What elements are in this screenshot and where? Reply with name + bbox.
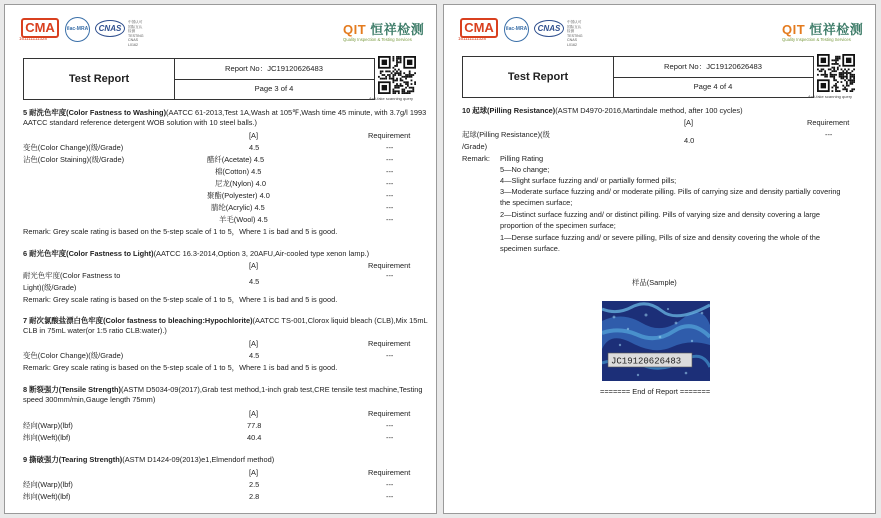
ilac-mra-logo: ilac-MRA (65, 17, 90, 42)
s5-row-label: 变色(Color Change)(级/Grade) (23, 143, 124, 152)
section-5-heading: 5 耐洗色牢度(Color Fastness to Washing)(AATCC 61-2013,Test 1A,Wash at 105℉,Wash time 45 minute, with 3.7g/l 1993 AATCC standard reference detergent WOB solution with 10 steel balls.) (23, 108, 427, 127)
remark: Remark: Grey scale rating is based on the 5-step scale of 1 to 5，Where 1 is bad and 5 is good. (23, 363, 338, 372)
pilling-rating-line: 3—Moderate surface fuzzing and/ or moderate pilling. Pills of carrying size and density partially covering (500, 187, 841, 196)
section-7-heading: 7 耐次氯酸盐漂白色牢度(Color fastness to bleaching:Hypochlorite)(AATCC TS-001,Clorox liquid bleach (CLB),Mix 15mL CLB in 75mL water(or 1:5 ratio CLB:water).) (23, 316, 428, 335)
section-6-heading: 6 耐光色牢度(Color Fastness to Light)(AATCC 16.3-2014,Option 3, 20AFU,Air-cooled type xenon lamp.) (23, 249, 370, 258)
svg-text:JC19120626483: JC19120626483 (611, 356, 682, 367)
pilling-rating-line: 1—Dense surface fuzzing and/ or severe pilling, Pills of size and density covering the whole of the (500, 233, 821, 242)
ilac-mra-logo: ilac-MRA (504, 17, 529, 42)
report-title: Test Report (24, 59, 175, 99)
pilling-rating-line: specimen surface. (500, 244, 560, 253)
cnas-logo: CNAS 中国认可 国际互认 检测 TESTING CNAS L0162 (95, 20, 125, 37)
cma-logo: CMA 161111111328 (458, 17, 498, 41)
qr-code (817, 54, 855, 92)
report-header-table (23, 58, 375, 100)
report-page-4: CMA 161111111328 ilac-MRA CNAS 中国认可 国际互认 检测 TESTING CNAS L0162 QIT 恒祥检测 Quality Inspection & Testing Services Test Report Report No：JC19120626483 Page 4 of 4 Anti-fake scanning query 10 起球(Pilling Resistance)(ASTM D4970-2016,Martindale method, after 100 cycles) [A] Requirement 起球(Pilling Resistance)(级 --- 4.0 /Grade) Remark: Pilling Rating 5—No change; 4—Slight surface fuzzing and/ or partially formed pills; 3—Moderate surface fuzzing and/ or moderate pilling. Pills of carrying size and density partially covering the specimen surface; 2—Distinct surface fuzzing and/ or distinct pilling. Pills of varying size and density covering a large proportion of the specimen surface; 1—Dense surface fuzzing and/ or severe pilling, Pills of size and density covering the whole of the specimen surface. 样品(Sample) JC19120626483 ======= End of Report ======= (443, 4, 876, 514)
pilling-rating-line: 4—Slight surface fuzzing and/ or partially formed pills; (500, 176, 677, 185)
section-8-heading: 8 断裂强力(Tensile Strength)(ASTM D5034-09(2017),Grab test method,1-inch grab test,CRE tensile test machine,Testing speed 300mm/min,Gauge length 75mm) (23, 385, 423, 404)
section-9-heading: 9 撕破强力(Tearing Strength)(ASTM D1424-09(2013)e1,Elmendorf method) (23, 455, 275, 464)
qr-code (378, 56, 416, 94)
pilling-rating-line: the specimen surface; (500, 198, 573, 207)
pilling-rating-line: 2—Distinct surface fuzzing and/ or distinct pilling. Pills of varying size and density covering a large (500, 210, 821, 219)
end-of-report: ======= End of Report ======= (600, 387, 711, 396)
report-number: Report No：JC19120626483 (613, 57, 813, 78)
qit-logo: QIT 恒祥检测 Quality Inspection & Testing Services (782, 22, 864, 42)
remark: Remark: Grey scale rating is based on the 5-step scale of 1 to 5，Where 1 is bad and 5 is good. (23, 227, 338, 236)
remark: Remark: Grey scale rating is based on the 5-step scale of 1 to 5，Where 1 is bad and 5 is good. (23, 295, 338, 304)
pilling-rating-line: 5—No change; (500, 165, 550, 174)
cnas-small-text: 中国认可 国际互认 检测 TESTING CNAS L0162 (567, 20, 583, 47)
pilling-rating-line: proportion of the specimen surface; (500, 221, 616, 230)
page-number: Page 4 of 4 (693, 82, 733, 91)
report-title: Test Report (463, 57, 614, 97)
section-10-heading: 10 起球(Pilling Resistance)(ASTM D4970-2016,Martindale method, after 100 cycles) (462, 106, 743, 115)
sample-fabric-photo (602, 301, 710, 381)
cnas-small-text: 中国认可 国际互认 检测 TESTING CNAS L0162 (128, 20, 144, 47)
report-number: Report No：JC19120626483 (174, 59, 374, 80)
page-number: Page 3 of 4 (254, 84, 294, 93)
cnas-logo: CNAS 中国认可 国际互认 检测 TESTING CNAS L0162 (534, 20, 564, 37)
report-header-table (462, 56, 814, 98)
qit-logo: QIT 恒祥检测 Quality Inspection & Testing Services (343, 22, 425, 42)
report-page-3: CMA 161111111328 ilac-MRA CNAS 中国认可 国际互认 检测 TESTING CNAS L0162 QIT 恒祥检测 Quality Inspection & Testing Services Test Report Report No：JC19120626483 Page 3 of 4 Anti-fake scanning query 5 耐洗色牢度(Color Fastness to Washing)(AATCC 61-2013,Test 1A,Wash at 105℉,Wash time 45 minute, with 3.7g/l 1993 AATCC standard reference detergent WOB solution with 10 steel balls.) [A] Requirement 变色(Color Change)(级/Grade) 4.5 --- 沾色(Color Staining)(级/Grade) 醋纤(Acetate) 4.5 --- 棉(Cotton) 4.5 --- 尼龙(Nylon) 4.0 --- 聚酯(Polyester) 4.0 --- 腈纶(Acrylic) 4.5 --- 羊毛(Wool) 4.5 --- Remark: Grey scale rating is based on the 5-step scale of 1 to 5，Where 1 is bad and 5 is good. 6 耐光色牢度(Color Fastness to Light)(AATCC 16.3-2014,Option 3, 20AFU,Air-cooled type xenon lamp.) [A] Requirement 耐光色牢度(Color Fastness to --- 4.5 Light)(级/Grade) Remark: Grey scale rating is based on the 5-step scale of 1 to 5，Where 1 is bad and 5 is good. 7 耐次氯酸盐漂白色牢度(Color fastness to bleaching:Hypochlorite)(AATCC TS-001,Clorox liquid bleach (CLB),Mix 15mL CLB in 75mL water(or 1:5 ratio CLB:water).) [A] Requirement 变色(Color Change)(级/Grade) 4.5 --- Remark: Grey scale rating is based on the 5-step scale of 1 to 5，Where 1 is bad and 5 is good. 8 断裂强力(Tensile Strength)(ASTM D5034-09(2017),Grab test method,1-inch grab test,CRE tensile test machine,Testing speed 300mm/min,Gauge length 75mm) [A] Requirement 经向(Warp)(lbf) 77.8 --- 纬向(Weft)(lbf) 40.4 --- 9 撕破强力(Tearing Strength)(ASTM D1424-09(2013)e1,Elmendorf method) [A] Requirement 经向(Warp)(lbf) 2.5 --- 纬向(Weft)(lbf) 2.8 --- (4, 4, 437, 514)
s5-row-label: 沾色(Color Staining)(级/Grade) (23, 155, 125, 164)
sample-label: 样品(Sample) (632, 278, 677, 287)
cma-logo: CMA 161111111328 (19, 17, 59, 41)
